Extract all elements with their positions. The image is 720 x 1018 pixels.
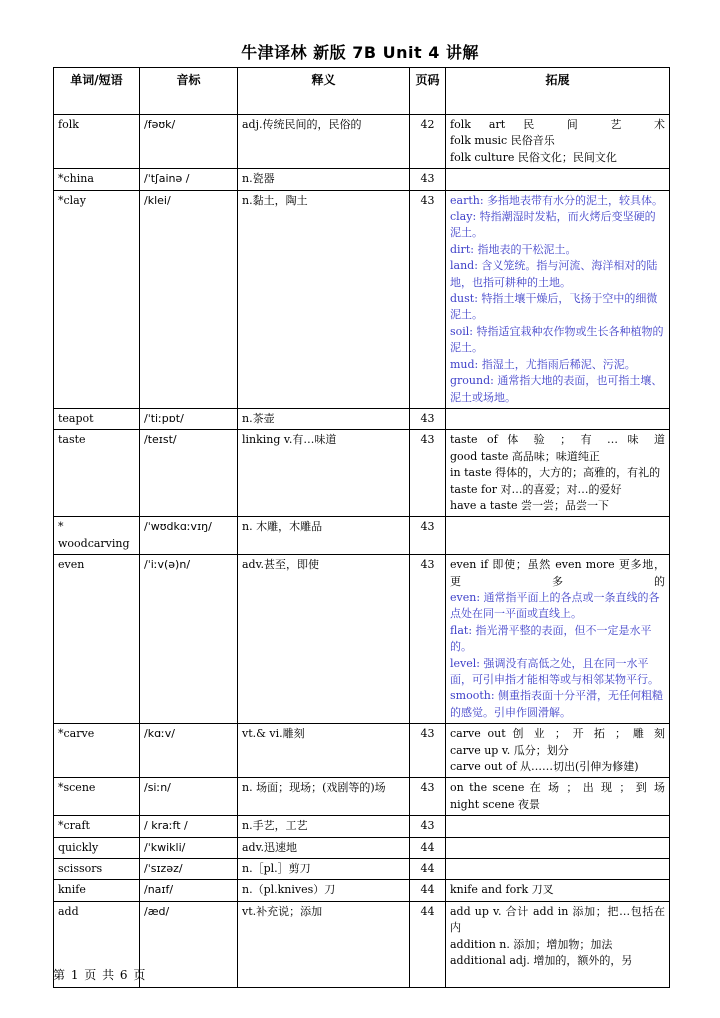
table-row	[54, 517, 670, 555]
page-cell: 43	[410, 517, 446, 555]
ipa-cell: /ˈtiːpɒt/	[140, 408, 238, 429]
table-row	[54, 880, 670, 901]
header-page: 页码	[410, 68, 446, 115]
word-cell: *carve	[54, 724, 140, 778]
header-word: 单词/短语	[54, 68, 140, 115]
table-row	[54, 115, 670, 169]
extension-cell	[446, 778, 670, 816]
meaning-cell: n.［pl.］剪刀	[238, 859, 410, 880]
page-cell: 44	[410, 859, 446, 880]
table-row	[54, 859, 670, 880]
extension-line: level: 强调没有高低之处，且在同一水平面，可引申指才能相等或与相邻某物平行。	[450, 656, 659, 686]
word-cell: *china	[54, 169, 140, 190]
extension-cell	[446, 190, 670, 408]
extension-line: flat: 指光滑平整的表面，但不一定是水平的。	[450, 623, 652, 654]
extension-line: in taste 得体的，大方的；高雅的，有礼的	[450, 466, 661, 480]
header-ipa: 音标	[140, 68, 238, 115]
extension-cell	[446, 816, 670, 837]
extension-cell	[446, 859, 670, 880]
meaning-cell: vt.补充说；添加	[238, 901, 410, 987]
extension-line: land: 含义笼统。指与河流、海洋相对的陆地，也指可耕种的土地。	[450, 259, 658, 289]
word-cell: quickly	[54, 837, 140, 858]
extension-line: carve out 创 业 ； 开 拓 ； 雕 刻	[450, 727, 665, 741]
ipa-cell: /kɑːv/	[140, 724, 238, 778]
extension-cell	[446, 408, 670, 429]
page-cell: 43	[410, 778, 446, 816]
page-cell: 43	[410, 169, 446, 190]
ipa-cell: /naɪf/	[140, 880, 238, 901]
extension-line: even: 通常指平面上的各点或一条直线的各点处在同一平面或直线上。	[450, 590, 660, 621]
page-cell: 43	[410, 816, 446, 837]
extension-line: soil: 特指适宜栽种农作物或生长各种植物的泥土。	[450, 324, 664, 355]
page-cell: 44	[410, 837, 446, 858]
ipa-cell: /teɪst/	[140, 430, 238, 517]
page-cell: 43	[410, 430, 446, 517]
extension-line: additional adj. 增加的，额外的，另	[450, 954, 633, 968]
extension-line: dust: 特指土壤干燥后，飞扬于空中的细微泥土。	[450, 292, 658, 322]
page-cell: 44	[410, 880, 446, 901]
page-cell: 43	[410, 408, 446, 429]
table-row	[54, 430, 670, 517]
meaning-cell: n.手艺，工艺	[238, 816, 410, 837]
extension-line: night scene 夜景	[450, 797, 541, 811]
table-row	[54, 837, 670, 858]
table-row	[54, 408, 670, 429]
ipa-cell: /ˈiːv(ə)n/	[140, 555, 238, 724]
word-cell: folk	[54, 115, 140, 169]
table-row	[54, 778, 670, 816]
meaning-cell: n.瓷器	[238, 169, 410, 190]
extension-line: folk art 民 间 艺 术	[450, 118, 665, 131]
meaning-cell: n. 场面；现场；(戏剧等的)场	[238, 778, 410, 816]
extension-line: mud: 指湿土，尤指雨后稀泥、污泥。	[450, 357, 636, 371]
vocabulary-table	[53, 67, 670, 988]
table-row	[54, 190, 670, 408]
header-meaning: 释义	[238, 68, 410, 115]
document-title: 牛津译林 新版 7B Unit 4 讲解	[241, 43, 479, 62]
ipa-cell: /ˈsɪzəz/	[140, 859, 238, 880]
extension-line: on the scene 在 场 ； 出 现 ； 到 场	[450, 781, 665, 795]
word-cell: *craft	[54, 816, 140, 837]
extension-line: ground: 通常指大地的表面，也可指土壤、泥土或场地。	[450, 374, 663, 404]
extension-line: clay: 特指潮湿时发粘，而火烤后变坚硬的泥土。	[450, 210, 656, 240]
table-header-row	[54, 68, 670, 115]
extension-line: dirt: 指地表的干松泥土。	[450, 242, 577, 256]
meaning-cell: vt.& vi.雕刻	[238, 724, 410, 778]
extension-line: carve up v. 瓜分；划分	[450, 743, 569, 757]
word-cell: *scene	[54, 778, 140, 816]
meaning-cell: linking v.有…味道	[238, 430, 410, 517]
page-cell: 44	[410, 901, 446, 987]
extension-cell	[446, 430, 670, 517]
extension-line: good taste 高品味；味道纯正	[450, 449, 600, 463]
ipa-cell: /ˈtʃainə /	[140, 169, 238, 190]
word-cell: taste	[54, 430, 140, 517]
word-cell: knife	[54, 880, 140, 901]
extension-cell	[446, 115, 670, 169]
word-cell: *clay	[54, 190, 140, 408]
ipa-cell: /ˈwʊdkɑːvɪŋ/	[140, 517, 238, 555]
page-cell: 42	[410, 115, 446, 169]
table-row	[54, 816, 670, 837]
page-footer: 第 1 页 共 6 页	[53, 968, 147, 982]
extension-cell	[446, 517, 670, 555]
ipa-cell: /fəʊk/	[140, 115, 238, 169]
word-cell: scissors	[54, 859, 140, 880]
word-cell: teapot	[54, 408, 140, 429]
extension-cell	[446, 724, 670, 778]
extension-line: knife and fork 刀叉	[450, 883, 554, 897]
extension-cell	[446, 837, 670, 858]
meaning-cell: adv.迅速地	[238, 837, 410, 858]
page-cell: 43	[410, 724, 446, 778]
ipa-cell: /ˈkwikli/	[140, 837, 238, 858]
table-row	[54, 724, 670, 778]
extension-line: addition n. 添加；增加物；加法	[450, 937, 613, 951]
page-cell: 43	[410, 555, 446, 724]
extension-cell	[446, 880, 670, 901]
page-cell: 43	[410, 190, 446, 408]
extension-cell	[446, 901, 670, 987]
table-row	[54, 555, 670, 724]
meaning-cell: n.茶壶	[238, 408, 410, 429]
ipa-cell: /æd/	[140, 901, 238, 987]
meaning-cell: n.（pl.knives）刀	[238, 880, 410, 901]
extension-line: taste of 体 验 ； 有 … 味 道	[450, 433, 665, 447]
table-row	[54, 169, 670, 190]
ipa-cell: / kraːft /	[140, 816, 238, 837]
header-extension: 拓展	[446, 68, 670, 115]
extension-line: smooth: 侧重指表面十分平滑，无任何粗糙的感觉。引申作圆滑解。	[450, 689, 664, 719]
meaning-cell: n.黏土，陶土	[238, 190, 410, 408]
extension-line: carve out of 从……切出(引伸为修建)	[450, 760, 639, 774]
word-cell: add	[54, 901, 140, 987]
extension-cell	[446, 555, 670, 724]
extension-line: even if 即使；虽然 even more 更多地，更多的	[450, 558, 665, 588]
extension-line: add up v. 合计 add in 添加；把…包括在内	[450, 904, 665, 935]
extension-line: folk music 民俗音乐	[450, 134, 555, 148]
word-cell: * woodcarving	[54, 517, 140, 555]
extension-line: taste for 对…的喜爱；对…的爱好	[450, 482, 622, 496]
meaning-cell: adj.传统民间的，民俗的	[238, 115, 410, 169]
extension-line: earth: 多指地表带有水分的泥土，较具体。	[450, 193, 664, 207]
meaning-cell: adv.甚至，即使	[238, 555, 410, 724]
ipa-cell: /siːn/	[140, 778, 238, 816]
extension-cell	[446, 169, 670, 190]
extension-line: folk culture 民俗文化；民间文化	[450, 150, 617, 164]
word-cell: even	[54, 555, 140, 724]
meaning-cell: n. 木雕，木雕品	[238, 517, 410, 555]
ipa-cell: /klei/	[140, 190, 238, 408]
extension-line: have a taste 尝一尝；品尝一下	[450, 498, 609, 512]
